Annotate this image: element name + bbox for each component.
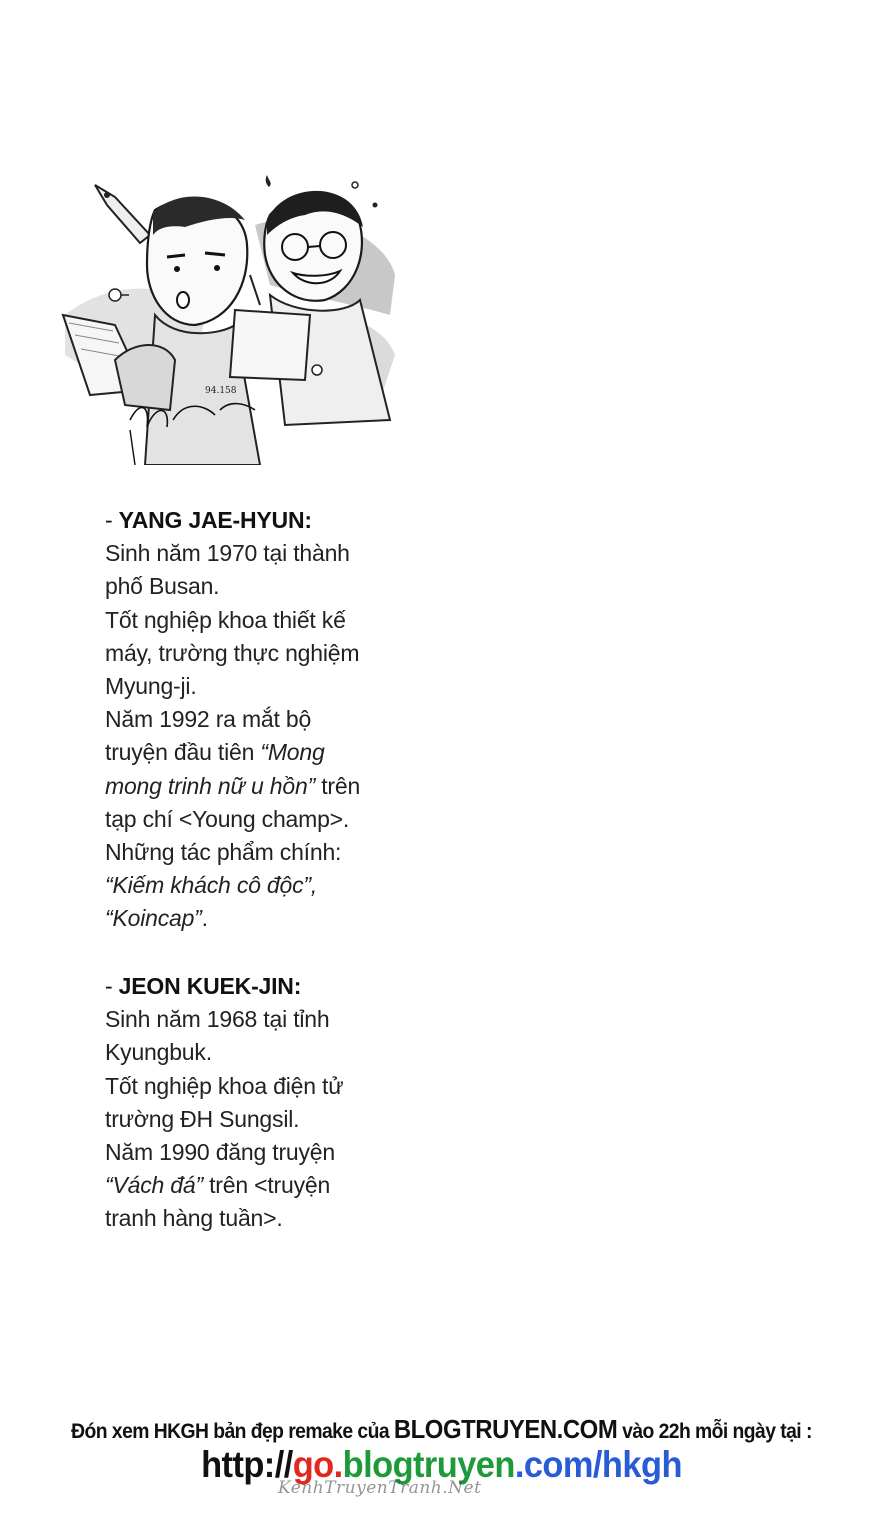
bio-title-text: “Vách đá”: [105, 1172, 203, 1199]
bio-text: máy, trường thực nghiệm: [105, 639, 360, 666]
bio-line: [105, 836, 435, 869]
bio-text: Myung-ji.: [105, 673, 197, 700]
author-bio-yang-jae-hyun: [105, 504, 435, 936]
authors-caricature-illustration: [55, 165, 400, 465]
bio-line: [105, 604, 435, 637]
url-part-subdomain: go.: [292, 1444, 343, 1485]
bio-text: trên: [315, 772, 361, 799]
bio-line: [105, 770, 435, 803]
bio-line: [105, 1136, 435, 1169]
bio-text: phố Busan.: [105, 573, 220, 600]
bio-line: [105, 902, 435, 935]
author-name-text: YANG JAE-HYUN:: [118, 507, 312, 533]
bio-text: Năm 1990 đăng truyện: [105, 1139, 335, 1166]
promo-brand: BLOGTRUYEN.COM: [393, 1414, 618, 1444]
bio-line: [105, 1103, 435, 1136]
url-part-domain: blogtruyen: [342, 1444, 515, 1485]
bio-text: Sinh năm 1970 tại thành: [105, 540, 350, 567]
bio-text: Những tác phẩm chính:: [105, 839, 342, 866]
bio-line: [105, 703, 435, 736]
bio-text: trên <truyện: [202, 1172, 331, 1199]
bio-text: truyện đầu tiên: [105, 739, 261, 766]
bio-line: [105, 803, 435, 836]
bio-line: [105, 869, 435, 902]
bio-line: [105, 570, 435, 603]
bio-text: Sinh năm 1968 tại tỉnh: [105, 1006, 330, 1033]
bio-line: [105, 1003, 435, 1036]
bio-text: Tốt nghiệp khoa thiết kế: [105, 606, 346, 633]
bio-text: Kyungbuk.: [105, 1039, 212, 1066]
author-bio-text: [105, 537, 435, 935]
bio-line: [105, 1070, 435, 1103]
bio-text: tạp chí <Young champ>.: [105, 805, 350, 832]
bio-text: Năm 1992 ra mắt bộ: [105, 706, 312, 733]
bio-text: tranh hàng tuần>.: [105, 1205, 283, 1232]
bio-line: [105, 1036, 435, 1069]
url-part-protocol: http://: [201, 1444, 293, 1485]
author-bio-jeon-kuek-jin: [105, 970, 435, 1236]
sketch-date: 94.158: [205, 386, 237, 396]
url-part-path: .com/hkgh: [514, 1444, 682, 1485]
bio-line: [105, 670, 435, 703]
author-name-text: JEON KUEK-JIN:: [118, 973, 302, 999]
bio-line: [105, 537, 435, 570]
promo-text-after: vào 22h mỗi ngày tại :: [617, 1420, 812, 1443]
watermark-text: KenhTruyenTranh.Net: [278, 1478, 482, 1498]
bullet: -: [105, 973, 113, 999]
bio-title-text: mong trinh nữ u hồn”: [105, 772, 316, 799]
bio-line: [105, 637, 435, 670]
bio-line: [105, 1169, 435, 1202]
bio-line: [105, 1202, 435, 1235]
promo-line: [35, 1414, 847, 1445]
bio-text: trường ĐH Sungsil.: [105, 1105, 300, 1132]
bio-text: .: [201, 905, 208, 932]
bullet: -: [105, 507, 113, 533]
bio-title-text: “Mong: [260, 739, 325, 766]
bio-title-text: “Kiếm khách cô độc”,: [105, 872, 318, 899]
author-name: [105, 970, 435, 1003]
bio-text: Tốt nghiệp khoa điện tử: [105, 1072, 344, 1099]
bio-title-text: “Koincap”: [105, 905, 202, 932]
promo-text-before: Đón xem HKGH bản đẹp remake của: [71, 1420, 394, 1443]
bio-line: [105, 736, 435, 769]
author-bio-text: [105, 1003, 435, 1235]
author-name: [105, 504, 435, 537]
